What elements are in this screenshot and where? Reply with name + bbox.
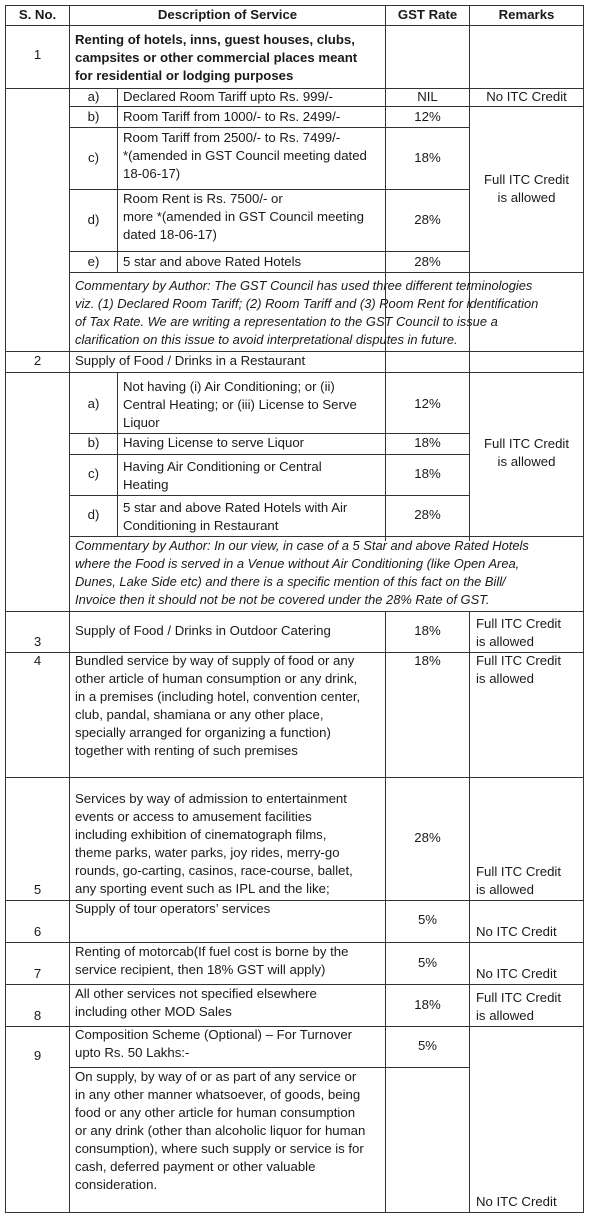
section-4-rate: 18% [414,653,441,668]
item-letter: d) [87,212,100,227]
item-rate: 18% [414,466,441,481]
section-1-title: Renting of hotels, inns, guest houses, clubs, campsites or other commercial places meant for residential or lodging purposes [75,32,358,83]
item-description: Room Tariff from 2500/- to Rs. 7499/- *(amended in GST Council meeting dated 18-06-17) [123,130,367,181]
sno-6: 6 [33,924,42,939]
item-letter: b) [87,435,100,450]
section-2-remark: Full ITC Credit is allowed [484,436,569,469]
sno-5: 5 [33,882,42,897]
item-rate: 18% [414,435,441,450]
item-rate: 18% [414,150,441,165]
section-3-rate: 18% [414,623,441,638]
section-6-rate: 5% [417,912,438,927]
section-4-remark: Full ITC Credit is allowed [476,653,561,686]
header-sno: S. No. [18,7,57,22]
section-9-description: Composition Scheme (Optional) – For Turnover upto Rs. 50 Lakhs:- [75,1027,353,1060]
section-9-rate: 5% [417,1038,438,1053]
sno-7: 7 [33,966,42,981]
section-5-description: Services by way of admission to entertainment events or access to amusement facilities including exhibition of cinematograph films, theme parks, water parks, joy rides, merry-go rounds, go-carting, casinos, race-course, ballet, any sporting event such as IPL and the like; [75,791,353,896]
item-letter: d) [87,507,100,522]
section-1-remark: Full ITC Credit is allowed [484,172,569,205]
item-rate: NIL [417,89,438,104]
item-remark: No ITC Credit [486,89,567,104]
section-7-rate: 5% [417,955,438,970]
header-gst-rate: GST Rate [397,7,458,22]
item-letter: c) [88,466,99,481]
section-2-commentary: Commentary by Author: In our view, in case of a 5 Star and above Rated Hotels where the Food is served in a Venue without Air Conditioning (like Open Area, Dunes, Lake Side etc) and there is a specific mention of this fact on the Bill/ Invoice then it should not be not be covered under the 28% Rate of GST. [75,538,529,607]
item-letter: a) [87,89,100,104]
item-description: 5 star and above Rated Hotels [123,254,302,269]
section-7-remark: No ITC Credit [476,966,557,981]
item-description: Declared Room Tariff upto Rs. 999/- [123,89,333,104]
section-8-rate: 18% [414,997,441,1012]
section-2-title: Supply of Food / Drinks in a Restaurant [75,353,306,368]
sno-4: 4 [33,653,42,668]
header-remarks: Remarks [498,7,555,22]
section-5-remark: Full ITC Credit is allowed [476,864,561,897]
item-description: Having License to serve Liquor [123,435,305,450]
sno-8: 8 [33,1008,42,1023]
item-description: 5 star and above Rated Hotels with Air Conditioning in Restaurant [123,500,348,533]
section-9-detail: On supply, by way of or as part of any service or in any other manner whatsoever, of goods, being food or any other article for human consumption or any drink (other than alcoholic liquor for human consumption), where such supply or service is for cash, deferred payment or other valuable consideration. [75,1069,366,1192]
item-letter: c) [88,150,99,165]
sno-2: 2 [33,353,42,368]
item-rate: 28% [414,212,441,227]
section-1-commentary: Commentary by Author: The GST Council has used three different terminologies viz. (1) Declared Room Tariff; (2) Room Tariff and (3) Room Rent for identification of Tax Rate. We are writing a representation to the GST Council to issue a clarification on this issue to avoid interpretational disputes in future. [75,278,539,347]
item-description: Having Air Conditioning or Central Heating [123,459,322,492]
item-rate: 12% [414,396,441,411]
item-description: Not having (i) Air Conditioning; or (ii) Central Heating; or (iii) License to Serve Liquor [123,379,357,430]
section-6-remark: No ITC Credit [476,924,557,939]
item-description: Room Tariff from 1000/- to Rs. 2499/- [123,109,341,124]
section-9-remark: No ITC Credit [476,1194,557,1209]
item-letter: e) [87,254,100,269]
item-rate: 12% [414,109,441,124]
sno-1: 1 [33,47,42,62]
sno-9: 9 [33,1048,42,1063]
section-5-rate: 28% [414,830,441,845]
header-description: Description of Service [157,7,298,22]
section-3-remark: Full ITC Credit is allowed [476,616,561,649]
item-letter: b) [87,109,100,124]
item-description: Room Rent is Rs. 7500/- or more *(amended in GST Council meeting dated 18-06-17) [123,191,364,242]
sno-3: 3 [33,634,42,649]
section-3-description: Supply of Food / Drinks in Outdoor Catering [75,623,331,638]
section-4-description: Bundled service by way of supply of food or any other article of human consumption or any drink, in a premises (including hotel, convention center, club, pandal, shamiana or any other place, specially arranged for organizing a function) together with renting of such premises [75,653,361,758]
item-letter: a) [87,396,100,411]
section-8-remark: Full ITC Credit is allowed [476,990,561,1023]
item-rate: 28% [414,507,441,522]
section-8-description: All other services not specified elsewhere including other MOD Sales [75,986,317,1019]
section-7-description: Renting of motorcab(If fuel cost is borne by the service recipient, then 18% GST will apply) [75,944,349,977]
item-rate: 28% [414,254,441,269]
section-6-description: Supply of tour operators’ services [75,901,271,916]
